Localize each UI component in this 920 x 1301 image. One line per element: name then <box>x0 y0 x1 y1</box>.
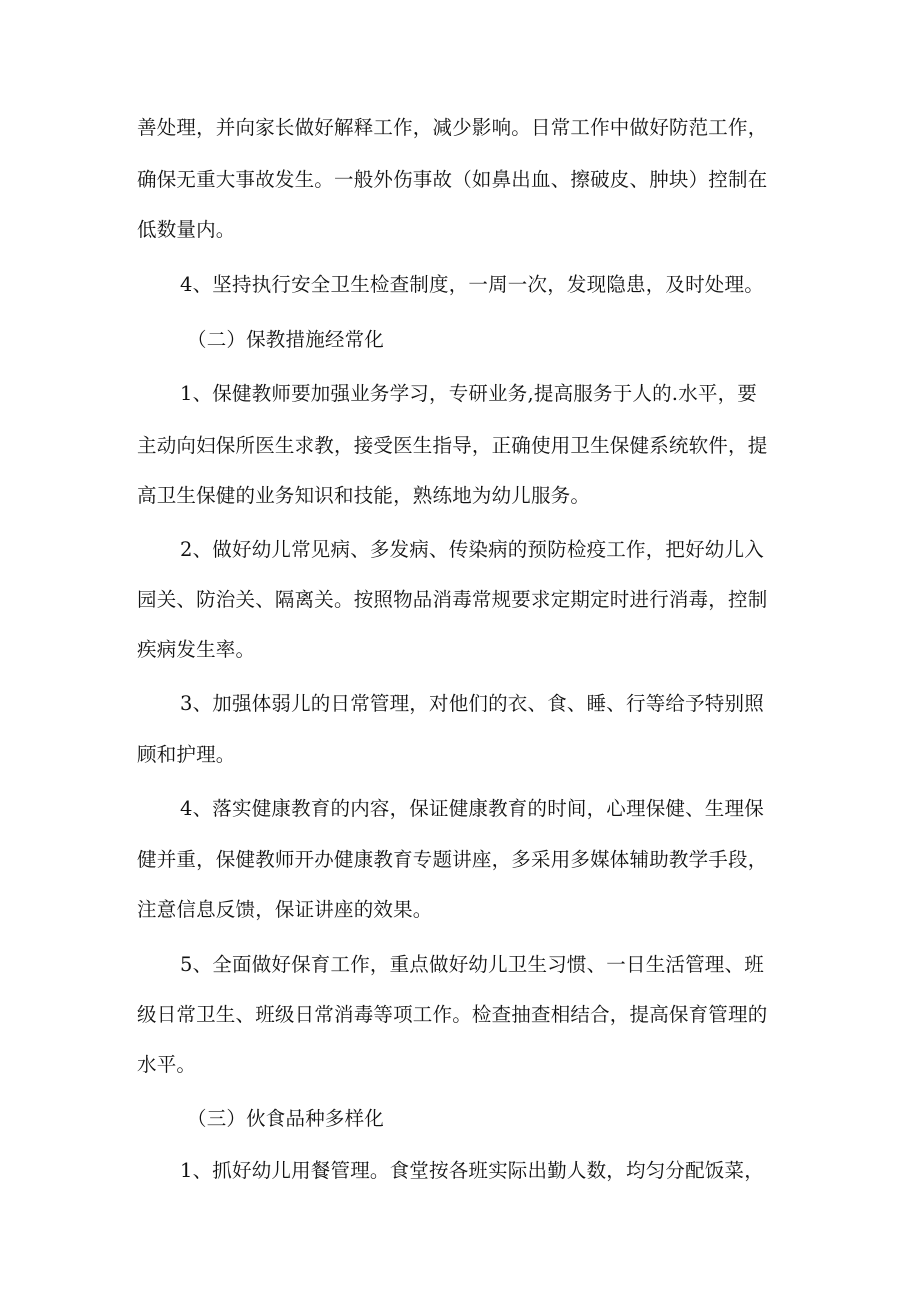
paragraph-line: 确保无重大事故发生。一般外伤事故（如鼻出血、擦破皮、肿块）控制在 <box>137 168 768 191</box>
paragraph-line: 5、全面做好保育工作，重点做好幼儿卫生习惯、一日生活管理、班 <box>180 953 764 976</box>
paragraph-line: 顾和护理。 <box>137 743 236 766</box>
paragraph-line: 1、抓好幼儿用餐管理。食堂按各班实际出勤人数，均匀分配饭菜， <box>180 1159 764 1182</box>
paragraph-line: 级日常卫生、班级日常消毒等项工作。检查抽查相结合，提高保育管理的 <box>137 1003 768 1026</box>
paragraph-line: 2、做好幼儿常见病、多发病、传染病的预防检疫工作，把好幼儿入 <box>180 538 764 561</box>
paragraph-line: 1、保健教师要加强业务学习，专研业务,提高服务于人的.水平，要 <box>180 382 758 405</box>
paragraph-line: 4、坚持执行安全卫生检查制度，一周一次，发现隐患，及时处理。 <box>180 273 764 296</box>
paragraph-line: 水平。 <box>137 1053 197 1076</box>
section-heading: （三）伙食品种多样化 <box>187 1107 385 1130</box>
paragraph-line: 园关、防治关、隔离关。按照物品消毒常规要求定期定时进行消毒，控制 <box>137 588 768 611</box>
paragraph-line: 善处理，并向家长做好解释工作，减少影响。日常工作中做好防范工作， <box>137 116 768 139</box>
paragraph-line: 低数量内。 <box>137 218 236 241</box>
paragraph-line: 健并重，保健教师开办健康教育专题讲座，多采用多媒体辅助教学手段， <box>137 848 768 871</box>
paragraph-line: 3、加强体弱儿的日常管理，对他们的衣、食、睡、行等给予特别照 <box>180 692 764 715</box>
paragraph-line: 主动向妇保所医生求教，接受医生指导，正确使用卫生保健系统软件，提 <box>137 434 768 457</box>
paragraph-line: 4、落实健康教育的内容，保证健康教育的时间，心理保健、生理保 <box>180 797 764 820</box>
paragraph-line: 高卫生保健的业务知识和技能，熟练地为幼儿服务。 <box>137 484 591 507</box>
paragraph-line: 注意信息反馈，保证讲座的效果。 <box>137 898 433 921</box>
paragraph-line: 疾病发生率。 <box>137 638 256 661</box>
section-heading: （二）保教措施经常化 <box>187 328 385 351</box>
